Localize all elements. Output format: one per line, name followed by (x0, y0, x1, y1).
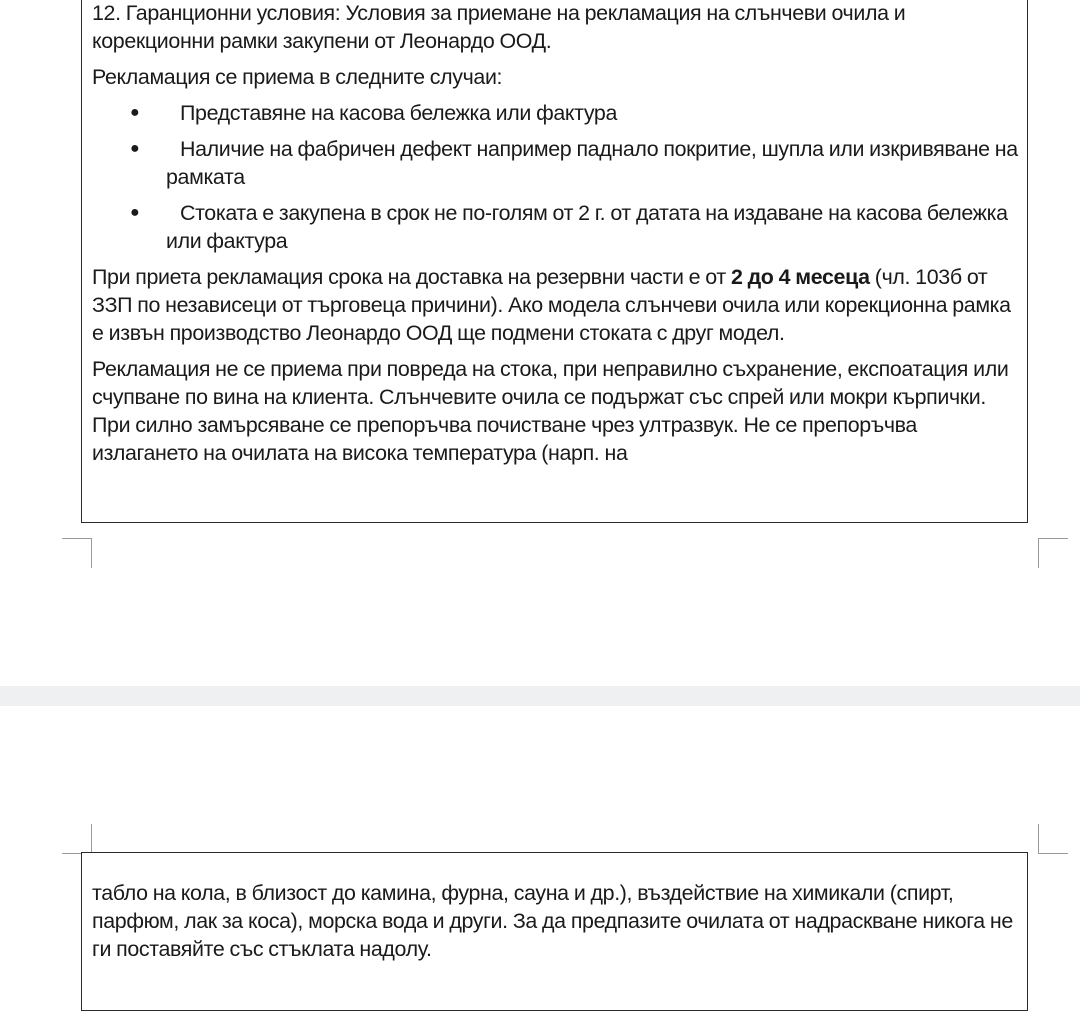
margin-corner-top-left (62, 824, 92, 854)
intro-paragraph: Рекламация се приема в следните случаи: (92, 65, 503, 89)
margin-corner-bottom-right (1038, 538, 1068, 568)
delivery-period-bold: 2 до 4 месеца (730, 265, 870, 289)
list-item (92, 199, 1018, 255)
delivery-text-start: При приета рекламация срока на доставка на резервни части е от (92, 265, 731, 289)
list-item (92, 135, 1018, 191)
list-item-text: Стоката е закупена в срок не по-голям от 2 г. от датата на издаване на касова бележка или фактура (166, 201, 1008, 253)
page-separator (0, 686, 1080, 706)
text-box-content (92, 879, 1018, 971)
delivery-paragraph (92, 263, 1018, 347)
rejection-paragraph: Рекламация не се приема при повреда на стока, при неправилно съхранение, експоатация или счупване по вина на клиента. Слънчевите очила се подържат със спрей или мокри кърпички. При силно замърсяване се препоръчва почистване чрез ултразвук. Не се препоръчва излагането на очилата на висока температура (нарп. на (92, 357, 1009, 465)
bullet-icon: ● (130, 140, 140, 157)
list-item-text: Представяне на касова бележка или фактура (180, 101, 618, 125)
document-page-bottom (0, 706, 1080, 1032)
text-box-top[interactable] (81, 0, 1028, 523)
warranty-heading: 12. Гаранционни условия: Условия за приемане на рекламация на слънчеви очила и корекционни рамки закупени от Леонардо ООД. (92, 1, 906, 53)
margin-corner-top-right (1038, 824, 1068, 854)
delivery-text-end: (чл. 103б от ЗЗП по независеци от търговеца причини). Ако модела слънчеви очила или корекционна рамка е извън производство Леонардо ООД ще подмени стоката с друг модел. (92, 265, 1011, 345)
conditions-list (92, 99, 1018, 255)
list-item (92, 99, 1018, 127)
bullet-icon: ● (130, 104, 140, 121)
bullet-icon: ● (130, 204, 140, 221)
text-box-content (92, 0, 1018, 475)
continuation-paragraph: табло на кола, в близост до камина, фурна, сауна и др.), въздействие на химикали (спирт, парфюм, лак за коса), морска вода и други. За да предпазите очилата от надраскване никога не ги поставяйте със стъклата надолу. (92, 881, 1013, 961)
margin-corner-bottom-left (62, 538, 92, 568)
text-box-bottom[interactable] (81, 852, 1028, 1011)
list-item-text: Наличие на фабричен дефект например паднало покритие, шупла или изкривяване на рамката (166, 137, 1018, 189)
